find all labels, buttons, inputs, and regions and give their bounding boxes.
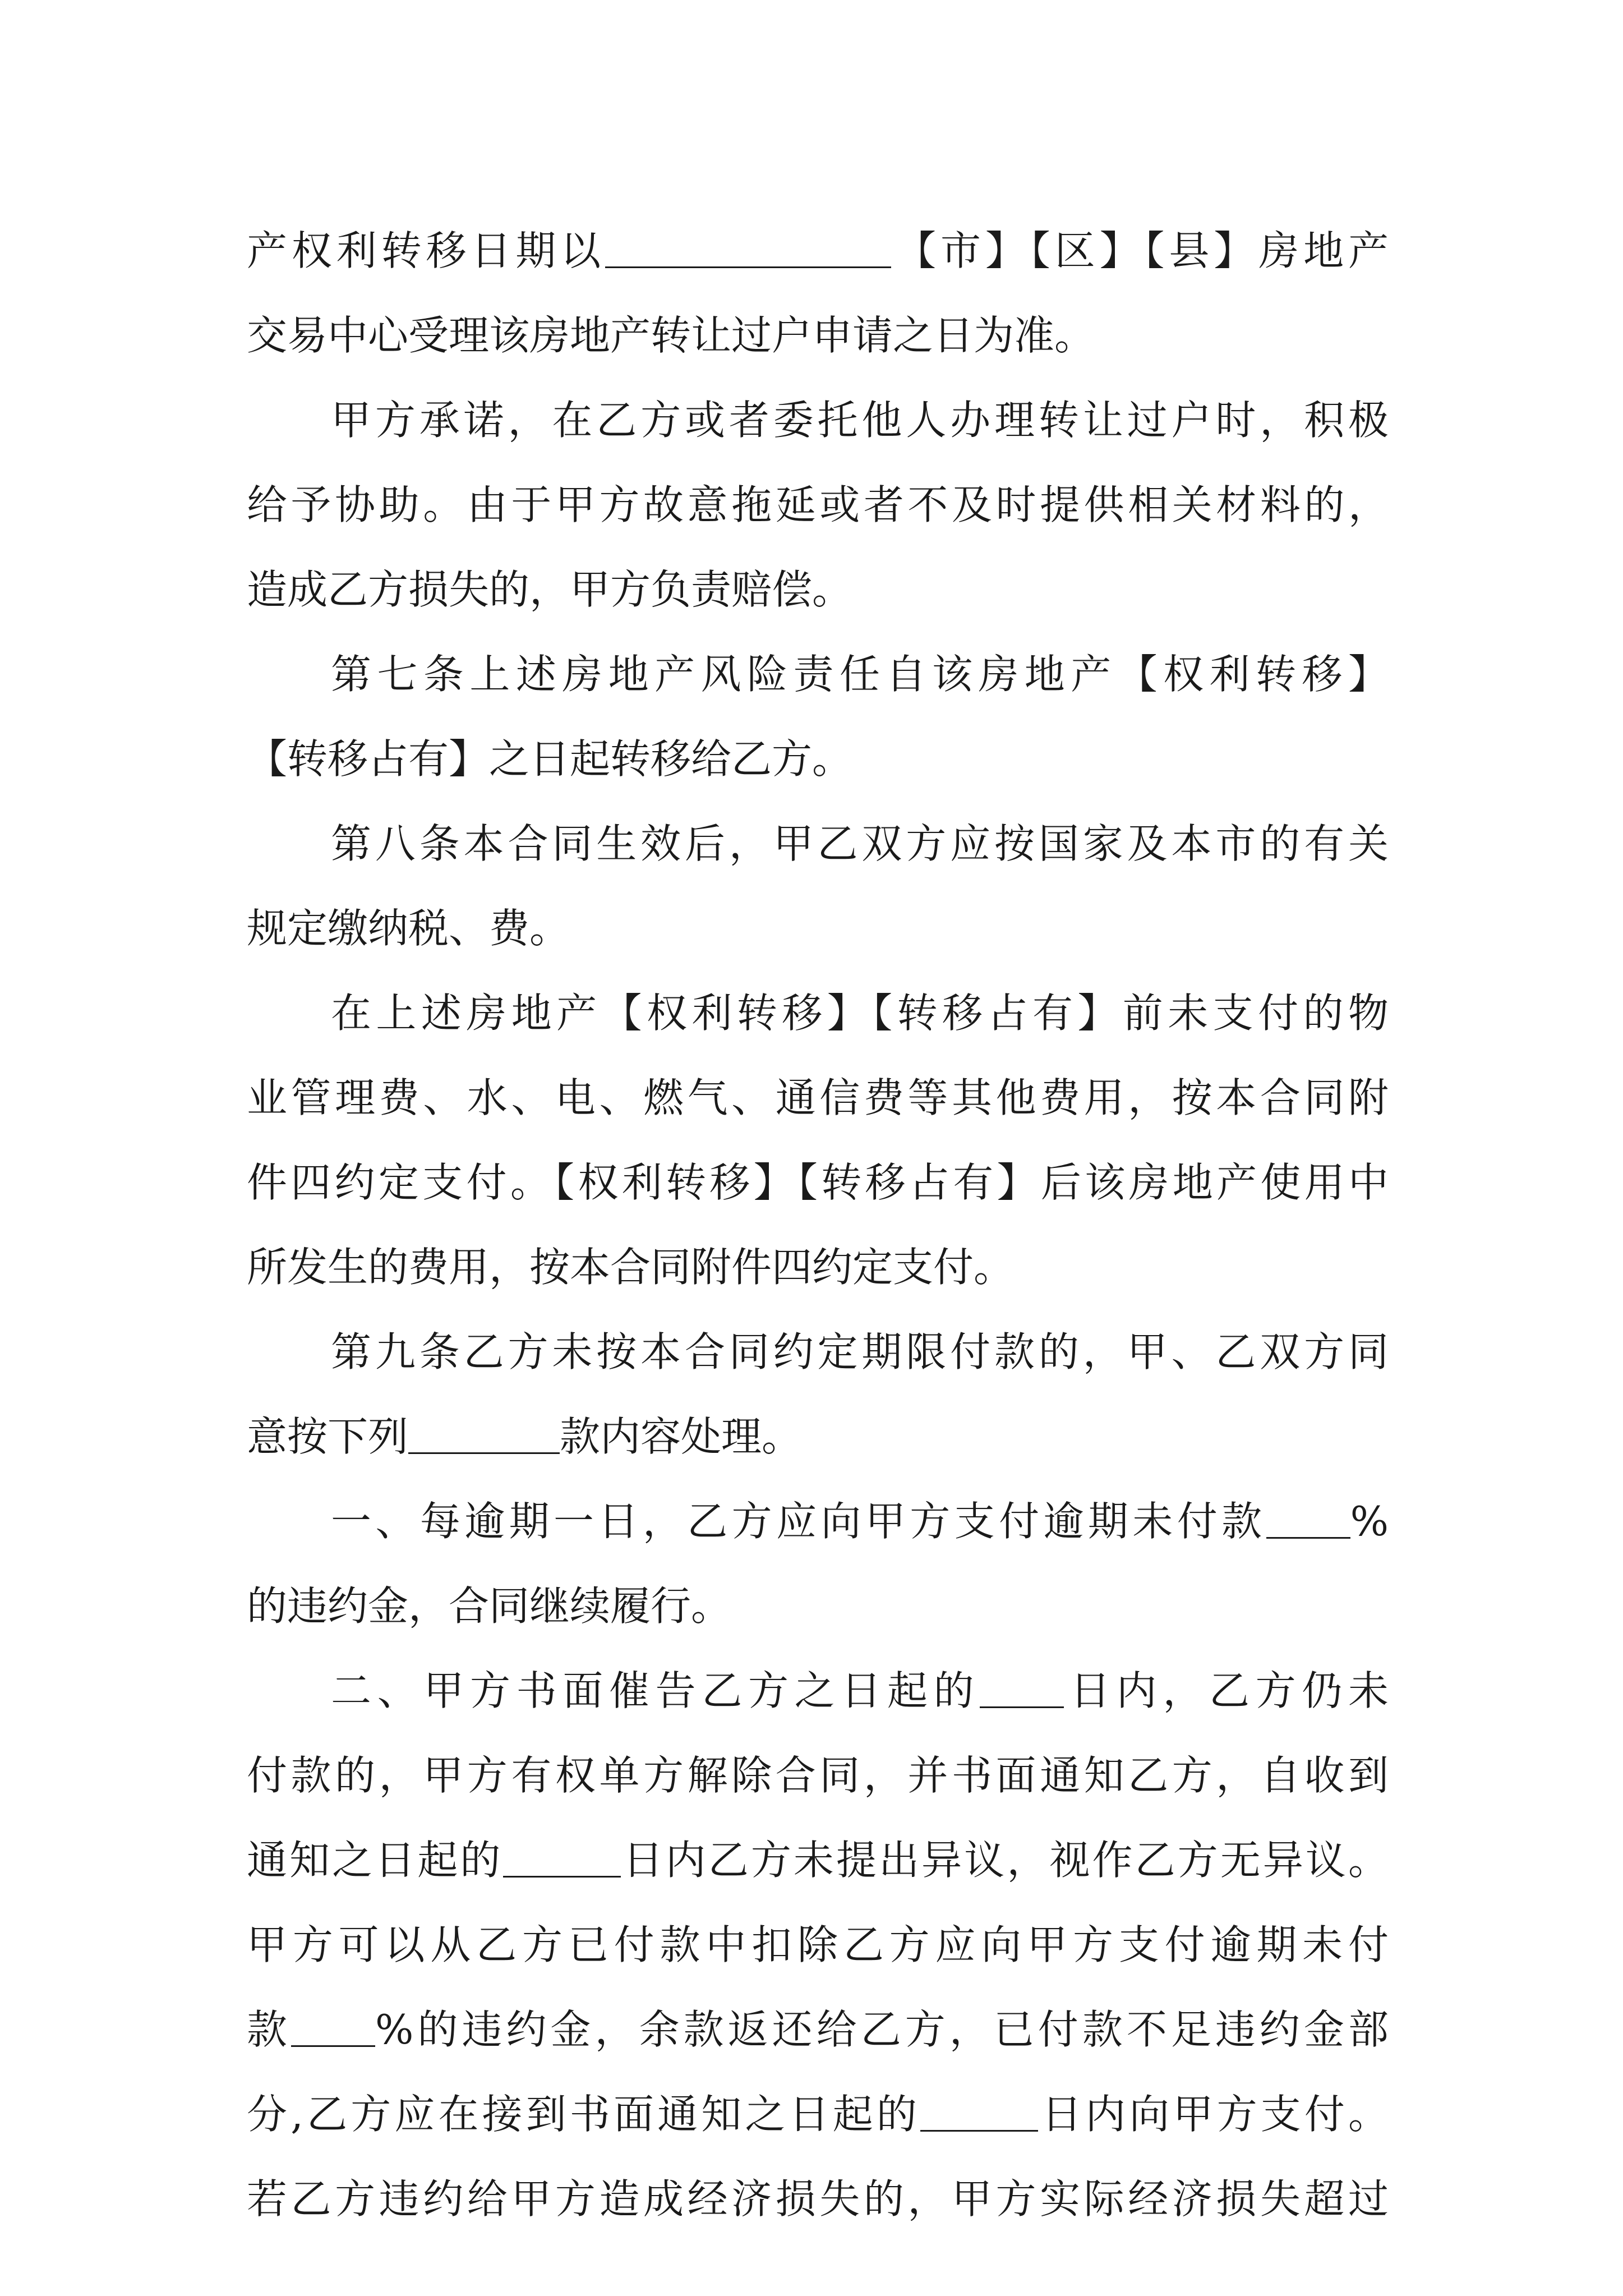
text-line [247, 2072, 1389, 2157]
line-text: %的违约金，余款返还给乙方，已付款不足违约金部 [375, 2006, 1389, 2053]
text-line: 在上述房地产【权利转移】【转移占有】前未支付的物 [331, 990, 1389, 1037]
text-line: 的违约金，合同继续履行。 [247, 1582, 732, 1630]
text-line: 付款的，甲方有权单方解除合同，并书面通知乙方，自收到 [247, 1752, 1389, 1799]
text-line [247, 1395, 1389, 1479]
fill-in-blank [408, 1419, 560, 1454]
line-text: 款 [247, 2006, 292, 2053]
text-line: 若乙方违约给甲方造成经济损失的，甲方实际经济损失超过 [247, 2175, 1389, 2223]
text-line [247, 209, 1389, 293]
fill-in-blank [605, 233, 891, 268]
line-text: % [1350, 1498, 1389, 1545]
fill-in-blank [1266, 1503, 1350, 1539]
line-text: 日内向甲方支付。 [1038, 2091, 1389, 2138]
line-text: 分,乙方应在接到书面通知之日起的 [247, 2091, 920, 2138]
text-line [247, 1818, 1389, 1903]
text-line: 交易中心受理该房地产转让过户申请之日为准。 [247, 312, 1095, 359]
text-line: 规定缴纳税、费。 [247, 905, 570, 952]
document-page [247, 209, 1389, 2242]
fill-in-blank [980, 1673, 1064, 1708]
text-line: 甲方可以从乙方已付款中扣除乙方应向甲方支付逾期未付 [247, 1921, 1389, 1968]
fill-in-blank [291, 2012, 375, 2047]
fill-in-blank [503, 1842, 621, 1878]
line-text: 日内，乙方仍未 [1064, 1667, 1389, 1714]
line-text: 二、甲方书面催告乙方之日起的 [331, 1667, 980, 1714]
text-line: 造成乙方损失的，甲方负责赔偿。 [247, 566, 853, 613]
text-line: 所发生的费用，按本合同附件四约定支付。 [247, 1244, 1015, 1291]
line-text: 一、每逾期一日，乙方应向甲方支付逾期未付款 [331, 1498, 1266, 1545]
text-line: 第九条乙方未按本合同约定期限付款的，甲、乙双方同 [331, 1328, 1389, 1375]
line-text: 日内乙方未提出异议，视作乙方无异议。 [620, 1837, 1389, 1884]
text-line [247, 1649, 1389, 1733]
line-text: 款内容处理。 [560, 1413, 803, 1460]
line-text: 通知之日起的 [247, 1837, 503, 1884]
text-line [247, 1479, 1389, 1564]
text-line: 给予协助。由于甲方故意拖延或者不及时提供相关材料的， [247, 481, 1389, 528]
text-line: 甲方承诺，在乙方或者委托他人办理转让过户时，积极 [331, 397, 1389, 444]
line-text: 产权利转移日期以 [247, 227, 606, 274]
text-line: 业管理费、水、电、燃气、通信费等其他费用，按本合同附 [247, 1074, 1389, 1121]
text-line: 第八条本合同生效后，甲乙双方应按国家及本市的有关 [331, 820, 1389, 867]
text-line: 第七条上述房地产风险责任自该房地产【权利转移】 [331, 651, 1389, 698]
line-text: 意按下列 [247, 1413, 409, 1460]
text-line: 件四约定支付。【权利转移】【转移占有】后该房地产使用中 [247, 1159, 1389, 1206]
fill-in-blank [920, 2096, 1038, 2132]
text-line: 【转移占有】之日起转移给乙方。 [247, 735, 853, 783]
line-text: 【市】【区】【县】房地产 [891, 227, 1389, 274]
text-line [247, 1987, 1389, 2072]
